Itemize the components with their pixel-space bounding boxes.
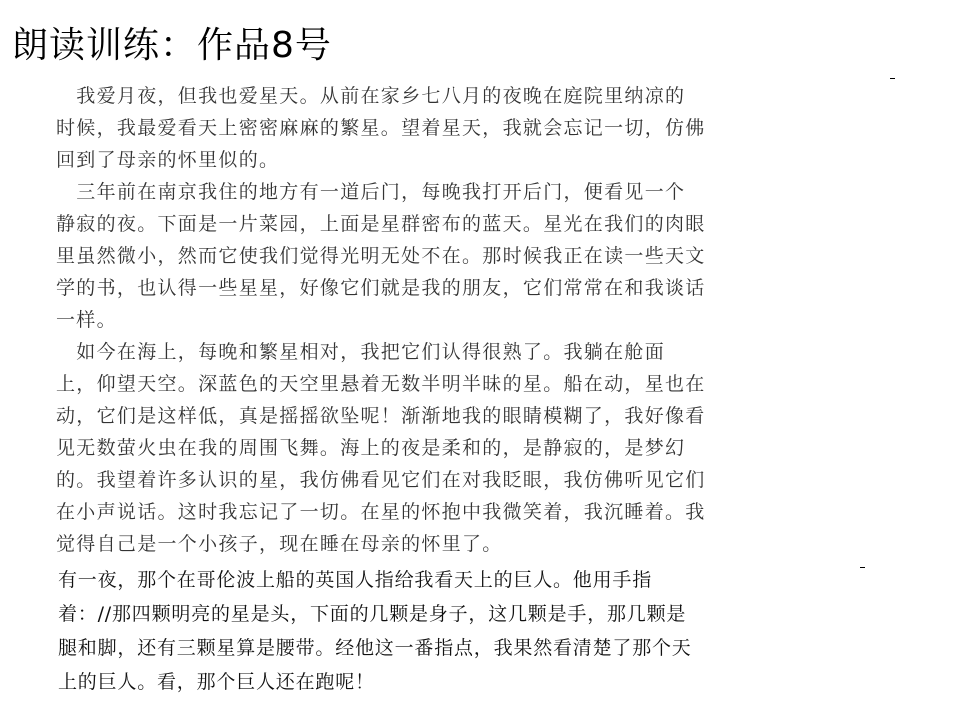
text-line: 里虽然微小，然而它使我们觉得光明无处不在。那时候我正在读一些天文 [56, 245, 706, 267]
text-line: 觉得自己是一个小孩子，现在睡在母亲的怀里了。 [56, 533, 503, 555]
text-line: 腿和脚，还有三颗星算是腰带。经他这一番指点，我果然看清楚了那个天 [58, 637, 692, 659]
text-line: 动，它们是这样低，真是摇摇欲坠呢！渐渐地我的眼睛模糊了，我好像看 [56, 405, 706, 427]
scan-mark [890, 78, 895, 79]
text-line: 见无数萤火虫在我的周围飞舞。海上的夜是柔和的，是静寂的，是梦幻 [56, 437, 686, 459]
text-line: 一样。 [56, 309, 117, 331]
text-line: 三年前在南京我住的地方有一道后门，每晚我打开后门，便看见一个 [56, 181, 686, 203]
page-title: 朗读训练：作品8号 [12, 25, 332, 66]
text-line: 在小声说话。这时我忘记了一切。在星的怀抱中我微笑着，我沉睡着。我 [56, 501, 706, 523]
excerpt-scan-1 [56, 80, 876, 560]
text-line: 有一夜，那个在哥伦波上船的英国人指给我看天上的巨人。他用手指 [58, 569, 653, 591]
text-line: 回到了母亲的怀里似的。 [56, 149, 280, 171]
excerpt-scan-2 [58, 563, 878, 699]
text-line: 着：//那四颗明亮的星是头，下面的几颗是身子，这几颗是手，那几颗是 [58, 603, 687, 625]
text-line: 上，仰望天空。深蓝色的天空里悬着无数半明半昧的星。船在动，星也在 [56, 373, 706, 395]
text-line: 的。我望着许多认识的星，我仿佛看见它们在对我眨眼，我仿佛听见它们 [56, 469, 706, 491]
text-line: 如今在海上，每晚和繁星相对，我把它们认得很熟了。我躺在舱面 [56, 341, 666, 363]
text-line: 学的书，也认得一些星星，好像它们就是我的朋友，它们常常在和我谈话 [56, 277, 706, 299]
text-line: 上的巨人。看，那个巨人还在跑呢！ [58, 671, 375, 693]
text-line: 静寂的夜。下面是一片菜园，上面是星群密布的蓝天。星光在我们的肉眼 [56, 213, 706, 235]
text-line: 我爱月夜，但我也爱星天。从前在家乡七八月的夜晚在庭院里纳凉的 [56, 85, 686, 107]
text-line: 时候，我最爱看天上密密麻麻的繁星。望着星天，我就会忘记一切，仿佛 [56, 117, 706, 139]
